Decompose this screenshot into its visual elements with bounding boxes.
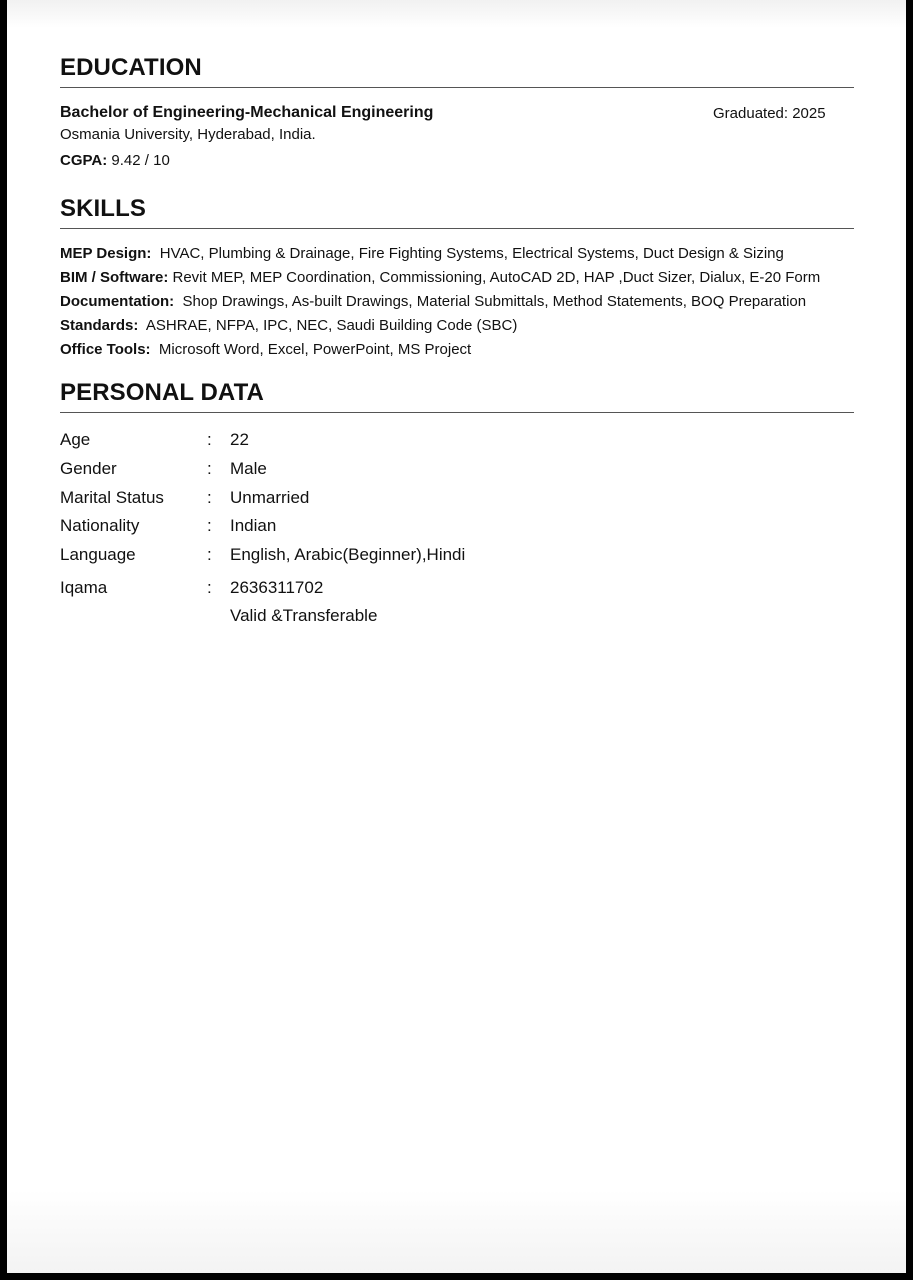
skill-value: Microsoft Word, Excel, PowerPoint, MS Project — [150, 341, 472, 358]
university-name: Osmania University, Hyderabad, India. — [60, 126, 316, 143]
skills-heading: SKILLS — [60, 195, 146, 222]
skill-label: MEP Design: — [60, 245, 152, 262]
cgpa-line — [60, 152, 170, 169]
personal-value: Male — [230, 459, 267, 478]
personal-colon: : — [207, 430, 212, 449]
personal-value: English, Arabic(Beginner),Hindi — [230, 545, 466, 564]
degree-title: Bachelor of Engineering-Mechanical Engineering — [60, 104, 434, 121]
personal-colon: : — [207, 516, 212, 535]
personal-value: Unmarried — [230, 488, 310, 507]
personal-label: Iqama — [60, 578, 108, 597]
education-divider — [60, 87, 854, 88]
personal-value: 22 — [230, 430, 249, 449]
personal-colon: : — [207, 545, 212, 564]
skill-label: Standards: — [60, 317, 139, 334]
personal-label: Age — [60, 430, 91, 449]
personal-label: Language — [60, 545, 136, 564]
education-heading: EDUCATION — [60, 54, 202, 81]
personal-value: 2636311702 — [230, 578, 324, 597]
personal-value: Indian — [230, 516, 277, 535]
personal-label: Gender — [60, 459, 117, 478]
personal-colon: : — [207, 488, 212, 507]
skills-divider — [60, 228, 854, 229]
skill-label: Documentation: — [60, 293, 175, 310]
personal-colon: : — [207, 459, 212, 478]
skill-value: ASHRAE, NFPA, IPC, NEC, Saudi Building Code (SBC) — [138, 317, 518, 334]
skill-row-office-tools — [60, 341, 471, 358]
skill-row-standards — [60, 317, 517, 334]
iqama-note: Valid &Transferable — [230, 606, 378, 625]
skill-label: Office Tools: — [60, 341, 151, 358]
skill-label: BIM / Software: — [60, 269, 169, 286]
skill-row-documentation — [60, 293, 806, 310]
graduation-year: Graduated: 2025 — [713, 105, 826, 122]
skill-row-mep-design — [60, 245, 784, 262]
skill-value: Revit MEP, MEP Coordination, Commissioning, AutoCAD 2D, HAP ,Duct Sizer, Dialux, E-20 Form — [168, 269, 821, 286]
skill-value: Shop Drawings, As-built Drawings, Material Submittals, Method Statements, BOQ Preparation — [174, 293, 807, 310]
cgpa-value: 9.42 / 10 — [107, 152, 170, 169]
personal-data-divider — [60, 412, 854, 413]
personal-label: Marital Status — [60, 488, 164, 507]
personal-colon: : — [207, 578, 212, 597]
document-page — [7, 0, 906, 1273]
cgpa-label: CGPA: — [60, 152, 108, 169]
skill-row-bim-software — [60, 269, 820, 286]
personal-label: Nationality — [60, 516, 140, 535]
skill-value: HVAC, Plumbing & Drainage, Fire Fighting Systems, Electrical Systems, Duct Design & Sizing — [151, 245, 784, 262]
personal-data-heading: PERSONAL DATA — [60, 379, 264, 406]
